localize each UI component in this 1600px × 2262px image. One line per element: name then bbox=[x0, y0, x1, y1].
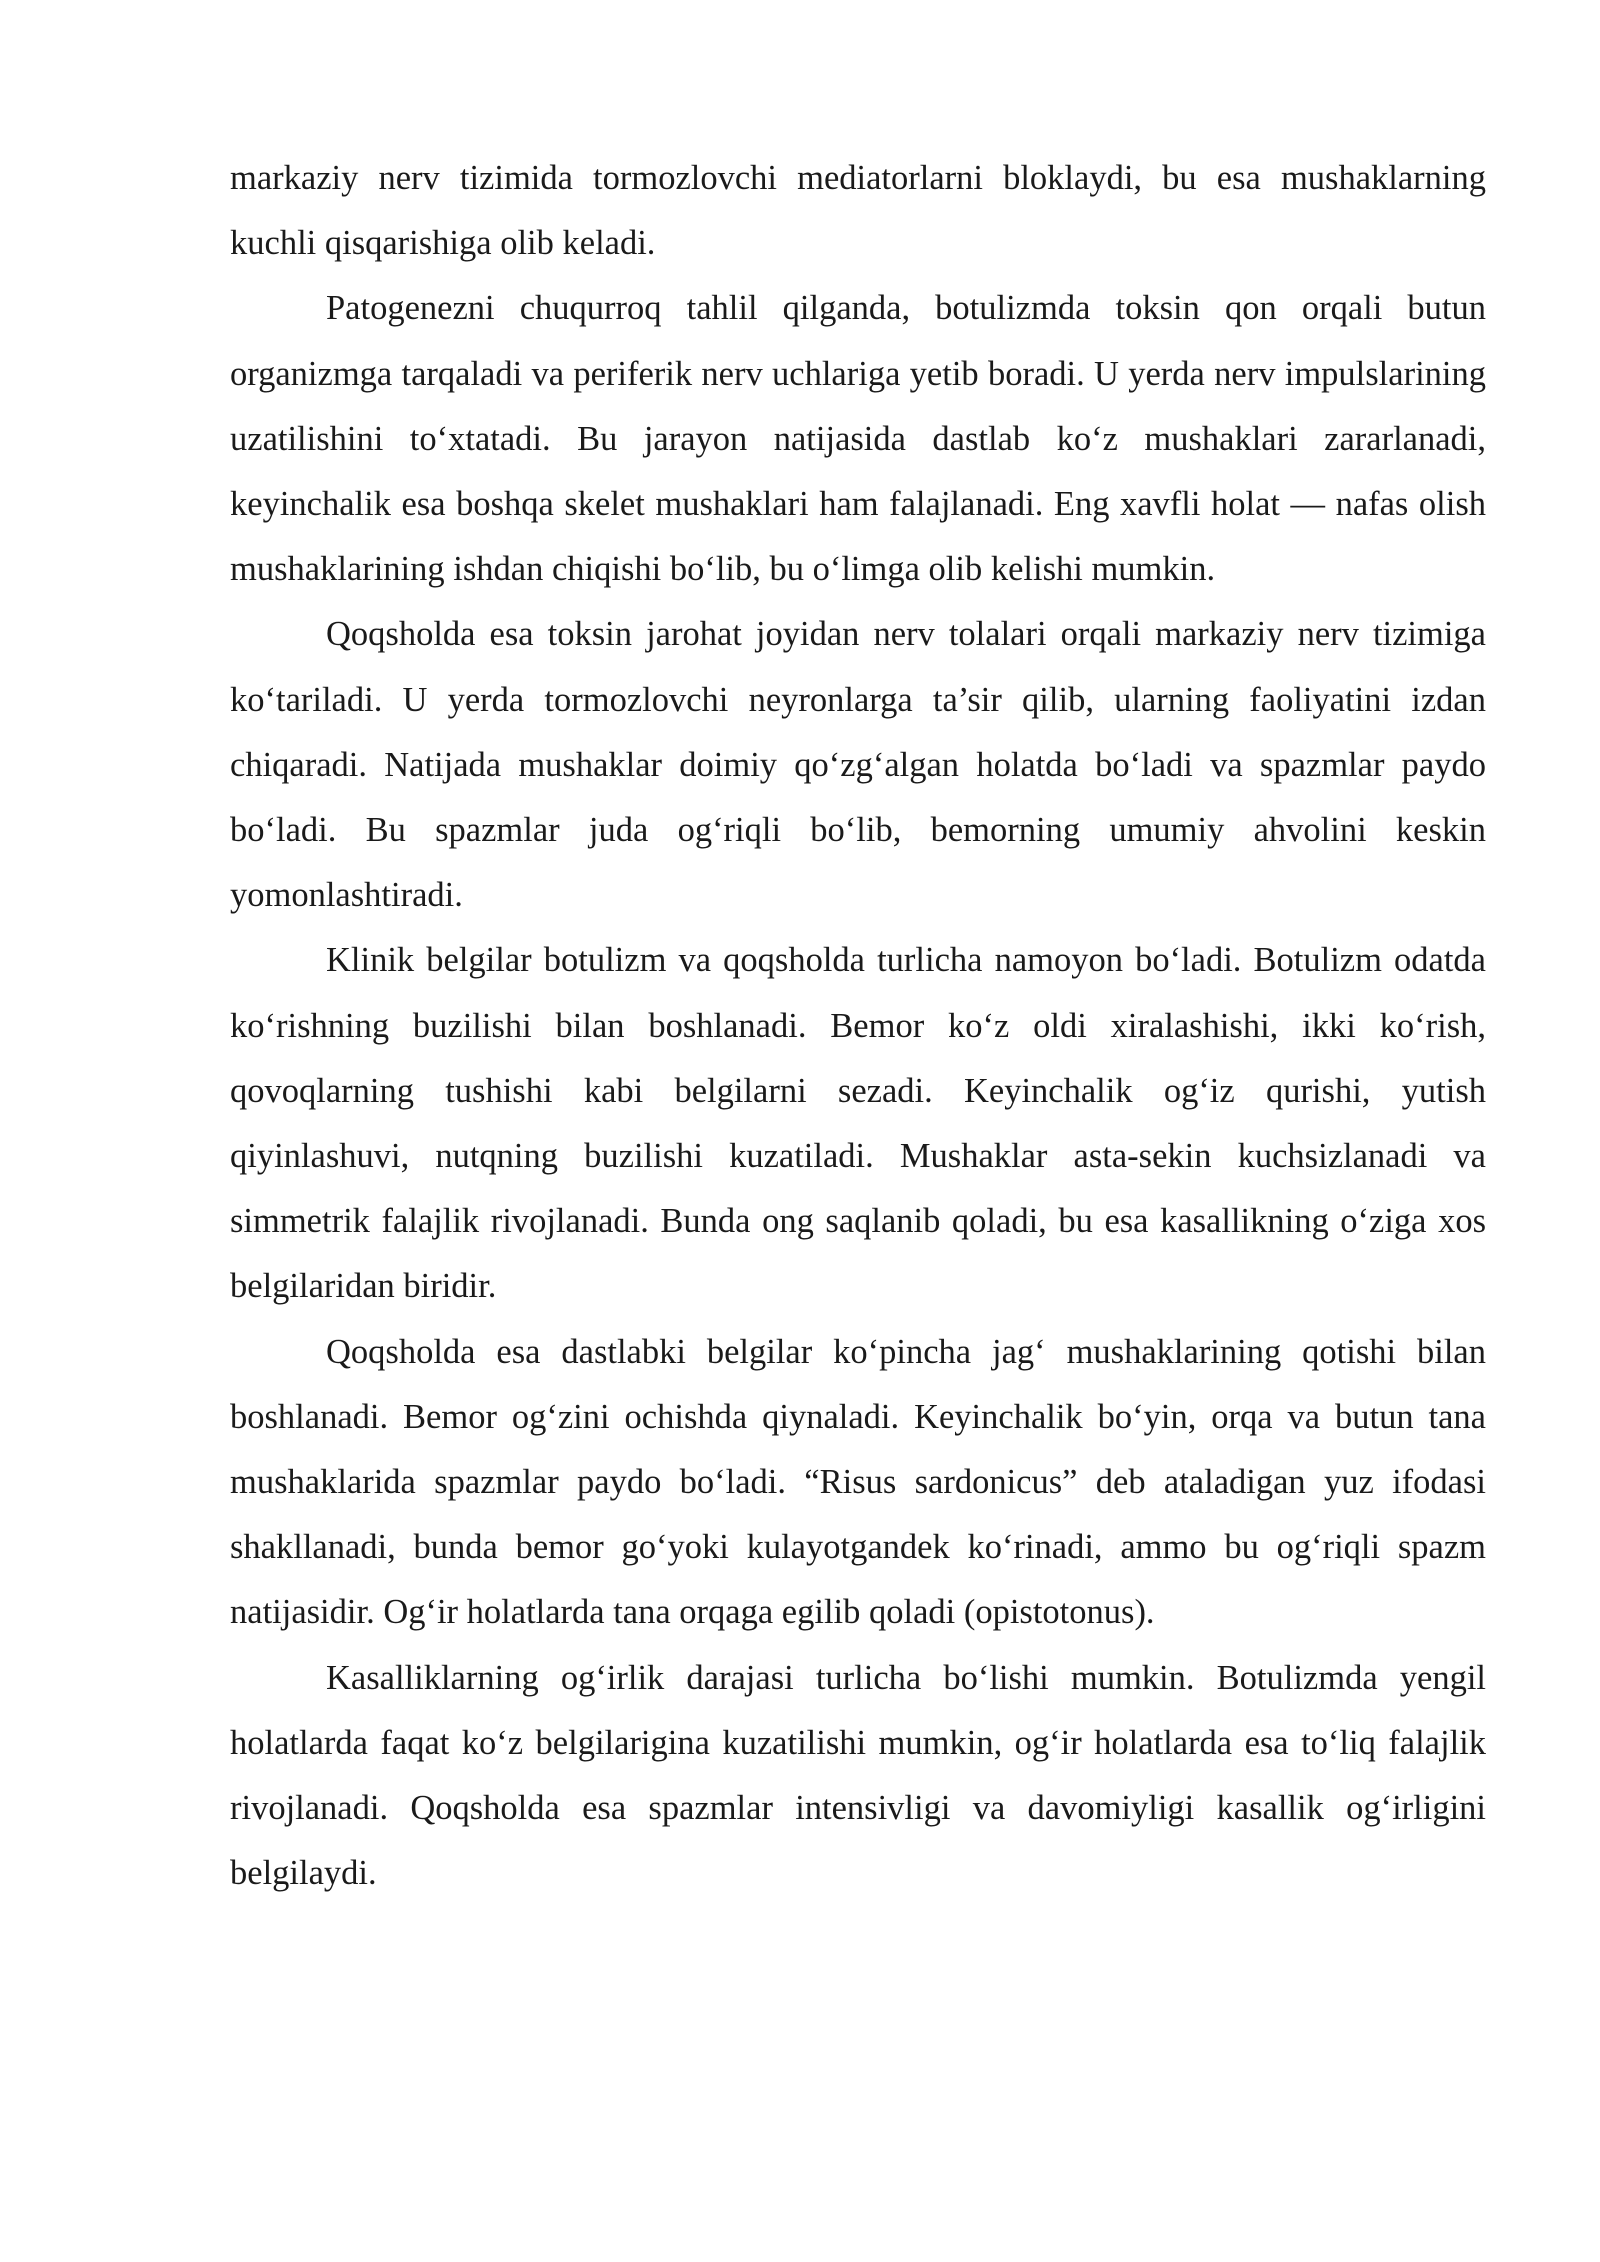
paragraph-clinical-botulism: Klinik belgilar botulizm va qoqsholda turlicha namoyon bo‘ladi. Botulizm odatda ko‘rishning buzilishi bilan boshlanadi. Bemor ko‘z oldi xiralashishi, ikki ko‘rish, qovoqlarning tushishi kabi belgilarni sezadi. Keyinchalik og‘iz qurishi, yutish qiyinlashuvi, nutqning buzilishi kuzatiladi. Mushaklar asta-sekin kuchsizlanadi va simmetrik falajlik rivojlanadi. Bunda ong saqlanib qoladi, bu esa kasallikning o‘ziga xos belgilaridan biridir. bbox=[230, 941, 1486, 1306]
paragraph-pathogenesis-tetanus: Qoqsholda esa toksin jarohat joyidan nerv tolalari orqali markaziy nerv tizimiga ko‘tariladi. U yerda tormozlovchi neyronlarga ta’sir qilib, ularning faoliyatini izdan chiqaradi. Natijada mushaklar doimiy qo‘zg‘algan holatda bo‘ladi va spazmlar paydo bo‘ladi. Bu spazmlar juda og‘riqli bo‘lib, bemorning umumiy ahvolini keskin yomonlashtiradi. bbox=[230, 615, 1486, 915]
paragraph-pathogenesis-botulism: Patogenezni chuqurroq tahlil qilganda, botulizmda toksin qon orqali butun organizmga tarqaladi va periferik nerv uchlariga yetib boradi. U yerda nerv impulslarining uzatilishini to‘xtatadi. Bu jarayon natijasida dastlab ko‘z mushaklari zararlanadi, keyinchalik esa boshqa skelet mushaklari ham falajlanadi. Eng xavfli holat — nafas olish mushaklarining ishdan chiqishi bo‘lib, bu o‘limga olib kelishi mumkin. bbox=[230, 289, 1486, 589]
document-body bbox=[230, 146, 1486, 1906]
paragraph-continuation: markaziy nerv tizimida tormozlovchi mediatorlarni bloklaydi, bu esa mushaklarning kuchli qisqarishiga olib keladi. bbox=[230, 159, 1486, 263]
paragraph-severity: Kasalliklarning og‘irlik darajasi turlicha bo‘lishi mumkin. Botulizmda yengil holatlarda faqat ko‘z belgilarigina kuzatilishi mumkin, og‘ir holatlarda esa to‘liq falajlik rivojlanadi. Qoqsholda esa spazmlar intensivligi va davomiyligi kasallik og‘irligini belgilaydi. bbox=[230, 1658, 1486, 1893]
paragraph-clinical-tetanus: Qoqsholda esa dastlabki belgilar ko‘pincha jag‘ mushaklarining qotishi bilan boshlanadi. Bemor og‘zini ochishda qiynaladi. Keyinchalik bo‘yin, orqa va butun tana mushaklarida spazmlar paydo bo‘ladi. “Risus sardonicus” deb ataladigan yuz ifodasi shakllanadi, bunda bemor go‘yoki kulayotgandek ko‘rinadi, ammo bu og‘riqli spazm natijasidir. Og‘ir holatlarda tana orqaga egilib qoladi (opistotonus). bbox=[230, 1332, 1486, 1632]
